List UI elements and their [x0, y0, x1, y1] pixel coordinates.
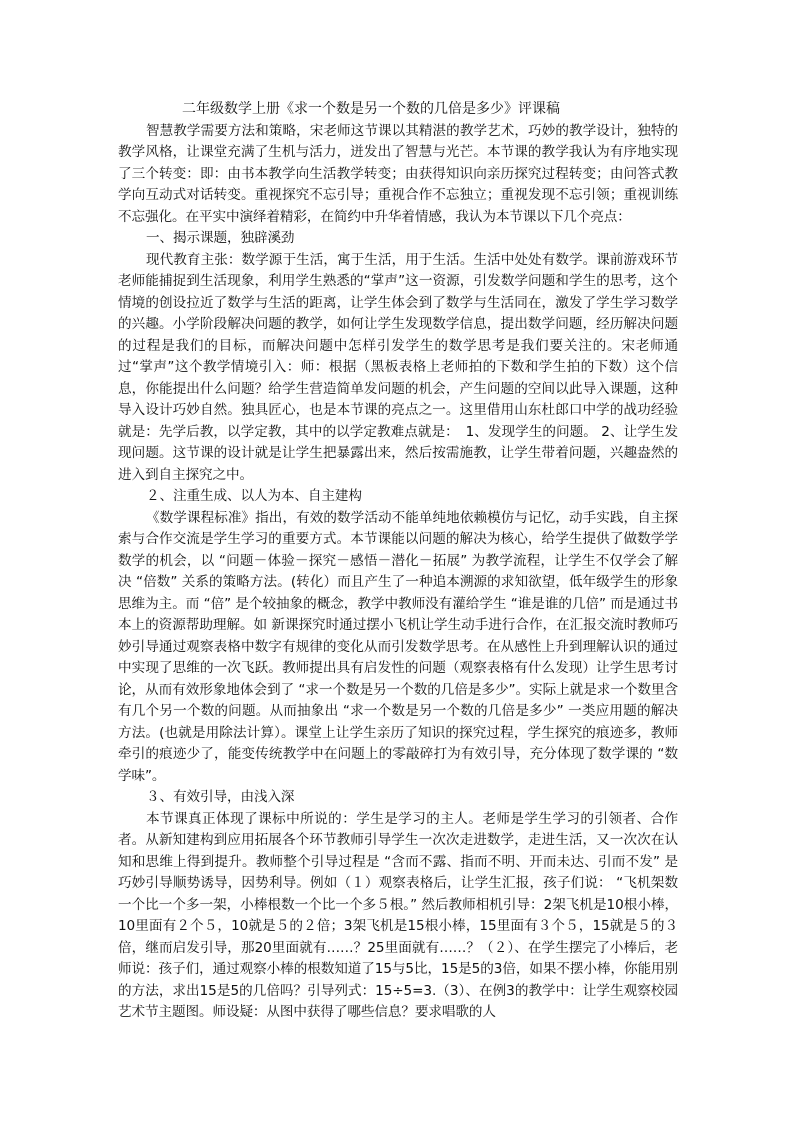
- section-heading-3: ３、有效引导，由浅入深: [146, 789, 295, 805]
- document-page: [118, 99, 678, 1024]
- section-heading-1: 一、揭示课题，独辟溪劲: [146, 230, 295, 246]
- section-2-paragraph: 《数学课程标准》指出，有效的数学活动不能单纯地依赖模仿与记忆，动手实践，自主探索与合作交流是学生学习的重要方式。本节课能以问题的解决为核心，给学生提供了做数学学数学的机会，以 “问题－体验－探究－感悟－潜化－拓展” 为教学流程，让学生不仅学会了解决 “倍数” 关系的策略方法。(转化）而且产生了一种追本溯源的求知欲望，低年级学生的形象思维为主。而 “倍” 是个较抽象的概念，教学中教师没有灌给学生 “谁是谁的几倍” 而是通过书本上的资源帮助理解。如 新课探究时通过摆小飞机让学生动手进行合作，在汇报交流时教师巧妙引导通过观察表格中数字有规律的变化从而引发数学思考。在从感性上升到理解认识的通过中实现了思维的一次飞跃。教师提出具有启发性的问题（观察表格有什么发现）让学生思考讨论，从而有效形象地体会到了 “求一个数是另一个数的几倍是多少”。实际上就是求一个数里含有几个另一个数的问题。从而抽象出 “求一个数是另一个数的几倍是多少” 一类应用题的解决方法。(也就是用除法计算）。课堂上让学生亲历了知识的探究过程，学生探究的痕迹多，教师牵引的痕迹少了，能变传统教学中在问题上的零敲碎打为有效引导，充分体现了数学课的 “数学味”。: [118, 509, 678, 784]
- intro-paragraph: 智慧教学需要方法和策略，宋老师这节课以其精湛的教学艺术，巧妙的教学设计，独特的教学风格，让课堂充满了生机与活力，迸发出了智慧与光芒。本节课的教学我认为有序地实现了三个转变：即：由书本教学向生活教学转变；由获得知识向亲历探究过程转变；由问答式教学向互动式对话转变。重视探究不忘引导；重视合作不忘独立；重视发现不忘引领；重视训练不忘强化。在平实中演绎着精彩，在简约中升华着情感，我认为本节课以下几个亮点：: [118, 122, 678, 225]
- document-title: 二年级数学上册《求一个数是另一个数的几倍是多少》评课稿: [182, 101, 560, 117]
- section-heading-2: ２、注重生成、以人为本、自主建构: [146, 488, 362, 504]
- section-1-paragraph: 现代教育主张：数学源于生活，寓于生活，用于生活。生活中处处有数学。课前游戏环节老师能捕捉到生活现象，利用学生熟悉的“掌声”这一资源，引发数学问题和学生的思考，这个情境的创设拉近了数学与生活的距离，让学生体会到了数学与生活同在，激发了学生学习数学的兴趣。小学阶段解决问题的教学，如何让学生发现数学信息，提出数学问题，经历解决问题的过程是我们的目标，而解决问题中怎样引发学生的数学思考是我们要关注的。宋老师通过“掌声”这个教学情境引入：师：根据（黑板表格上老师拍的下数和学生拍的下数）这个信息，你能提出什么问题？给学生营造简单发问题的机会，产生问题的空间以此导入课题，这种导入设计巧妙自然。独具匠心，也是本节课的亮点之一。这里借用山东杜郎口中学的战功经验就是：先学后教，以学定教，其中的以学定教难点就是： 1、发现学生的问题。 2、让学生发现问题。这节课的设计就是让学生把暴露出来，然后按需施教，让学生带着问题，兴趣盎然的进入到自主探究之中。: [118, 251, 678, 483]
- section-3-paragraph: 本节课真正体现了课标中所说的：学生是学习的主人。老师是学生学习的引领者、合作者。从新知建构到应用拓展各个环节教师引导学生一次次走进数学，走进生活，又一次次在认知和思维上得到提升。教师整个引导过程是 “含而不露、指而不明、开而未达、引而不发” 是巧妙引导顺势诱导，因势利导。例如（１）观察表格后，让学生汇报，孩子们说： “飞机架数一个比一个多一架，小棒根数一个比一个多５根。” 然后教师相机引导：2架飞机是10根小棒，10里面有２个５，10就是５的２倍；3架飞机是15根小棒，15里面有３个５，15就是５的３倍，继而启发引导，那20里面就有……？25里面就有……？（２）、在学生摆完了小棒后，老师说：孩子们，通过观察小棒的根数知道了15与5比，15是5的3倍，如果不摆小棒，你能用别的方法，求出15是5的几倍吗？引导列式：15÷5=3.（3）、在例3的教学中：让学生观察校园艺术节主题图。师设疑：从图中获得了哪些信息？要求唱歌的人: [118, 810, 678, 1020]
